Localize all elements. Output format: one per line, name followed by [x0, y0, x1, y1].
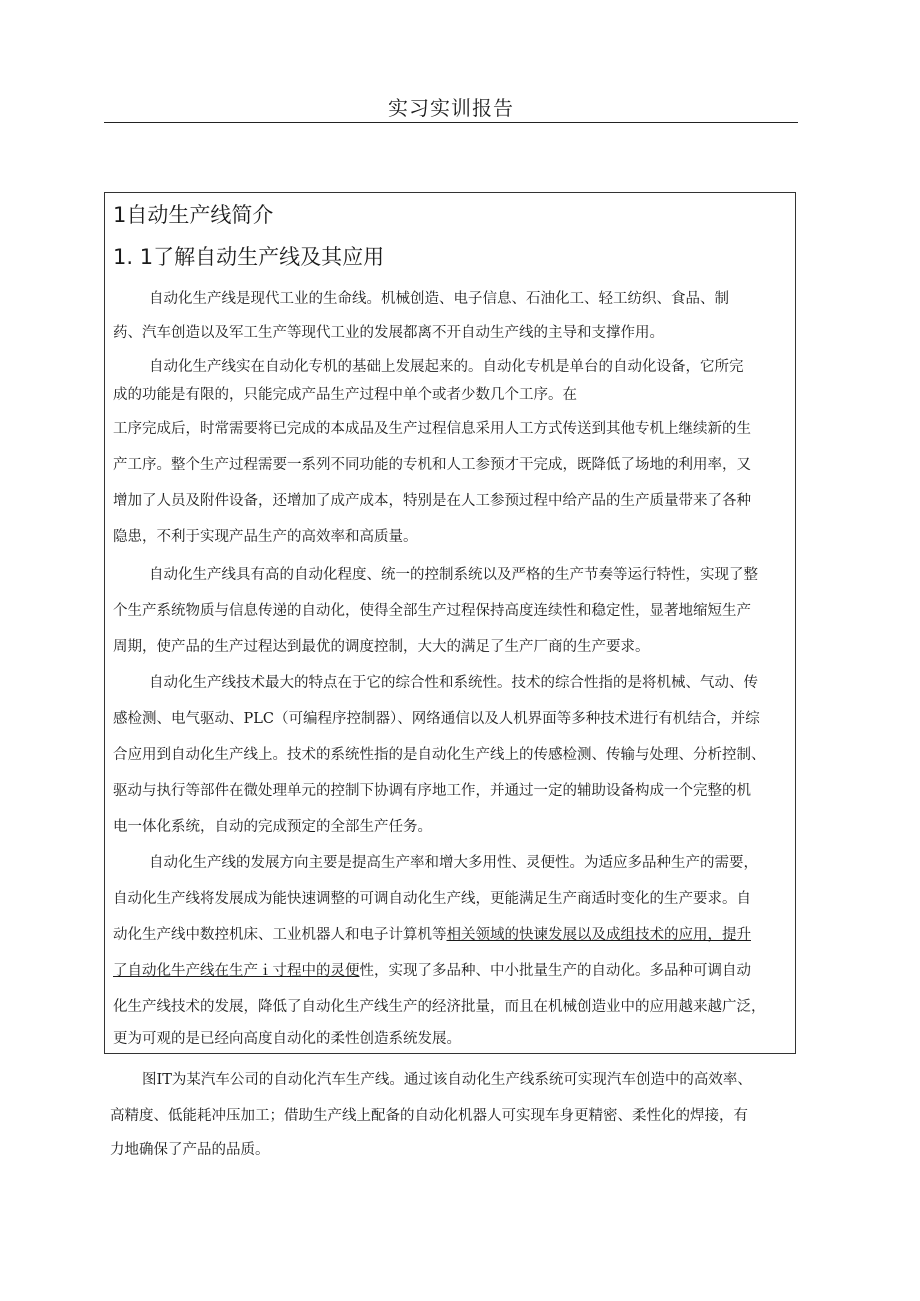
caption-line: 高精度、低能耗冲压加工；借助生产线上配备的自动化机器人可实现车身更精密、柔性化的焊接，有 [110, 1108, 748, 1124]
paragraph-line: 合应用到自动化生产线上。技术的系统性指的是自动化生产线上的传感检测、传输与处理、分析控制、 [113, 747, 766, 763]
paragraph-line: 化生产线技术的发展，降低了自动化生产线生产的经济批量，而且在机械创造业中的应用越来越广泛， [113, 999, 766, 1015]
paragraph-line: 工序完成后，时常需要将已完成的本成品及生产过程信息采用人工方式传送到其他专机上继续新的生 [113, 421, 751, 437]
page-header [104, 96, 798, 123]
paragraph-line: 个生产系统物质与信息传递的自动化，使得全部生产过程保持高度连续性和稳定性，显著地缩短生产 [113, 603, 751, 619]
paragraph-line: 隐患，不利于实现产品生产的高效率和高质量。 [113, 529, 418, 545]
line-text: 动化生产线中数控机床、工业机器人和电子计算机等 [113, 927, 447, 943]
paragraph-line: 驱动与执行等部件在微处理单元的控制下协调有序地工作，并通过一定的辅助设备构成一个完整的机 [113, 783, 751, 799]
content-box [104, 192, 796, 1054]
paragraph-line: 成的功能是有限的，只能完成产品生产过程中单个或者少数几个工序。在 [113, 387, 577, 403]
caption-line: 图IT为某汽车公司的自动化汽车生产线。通过该自动化生产线系统可实现汽车创造中的高效率、 [142, 1072, 752, 1088]
caption-line: 力地确保了产品的品质。 [110, 1142, 270, 1158]
paragraph-line: 更为可观的是已经向高度自动化的柔性创造系统发展。 [113, 1031, 461, 1047]
paragraph-line: 周期，使产品的生产过程达到最优的调度控制，大大的满足了生产厂商的生产要求。 [113, 639, 650, 655]
paragraph-line: 感检测、电气驱动、PLC（可编程序控制器）、网络通信以及人机界面等多种技术进行有机结合，并综 [113, 711, 760, 727]
paragraph-line: 自动化生产线的发展方向主要是提高生产率和增大多用性、灵便性。为适应多品种生产的需要， [149, 855, 758, 871]
line-text: 性，实现了多品种、中小批量生产的自动化。多品种可调自动 [359, 963, 751, 979]
paragraph-line: 产工序。整个生产过程需要一系列不同功能的专机和人工参预才干完成，既降低了场地的利用率，又 [113, 457, 751, 473]
underlined-text: 相关领域的快谏发展以及成组技术的应用，提升 [446, 927, 751, 943]
paragraph-line [113, 961, 751, 981]
paragraph-line: 自动化生产线技术最大的特点在于它的综合性和系统性。技术的综合性指的是将机械、气动、传 [149, 675, 758, 691]
paragraph-line: 自动化生产线实在自动化专机的基础上发展起来的。自动化专机是单台的自动化设备，它所完 [149, 359, 744, 375]
paragraph-line: 增加了人员及附件设备，还增加了成产成本，特别是在人工参预过程中给产品的生产质量带来了各种 [113, 493, 751, 509]
paragraph-line: 自动化生产线将发展成为能快速调整的可调自动化生产线，更能满足生产商适时变化的生产要求。自 [113, 891, 751, 907]
section-heading: 1自动生产线简介 [113, 203, 274, 227]
section-subheading: 1. 1了解自动生产线及其应用 [113, 245, 385, 269]
paragraph-line: 药、汽车创造以及军工生产等现代工业的发展都离不开自动生产线的主导和支撑作用。 [113, 325, 664, 341]
paragraph-line: 自动化生产线具有高的自动化程度、统一的控制系统以及严格的生产节奏等运行特性，实现了整 [149, 567, 758, 583]
page-title: 实习实训报告 [388, 96, 514, 120]
paragraph-line: 自动化生产线是现代工业的生命线。机械创造、电子信息、石油化工、轻工纺织、食品、制 [149, 291, 729, 307]
paragraph-line [113, 925, 751, 945]
underlined-text: 了自动化牛产线在生产ｉ寸程中的灵便 [113, 963, 360, 979]
paragraph-line: 电一体化系统，自动的完成预定的全部生产任务。 [113, 819, 432, 835]
